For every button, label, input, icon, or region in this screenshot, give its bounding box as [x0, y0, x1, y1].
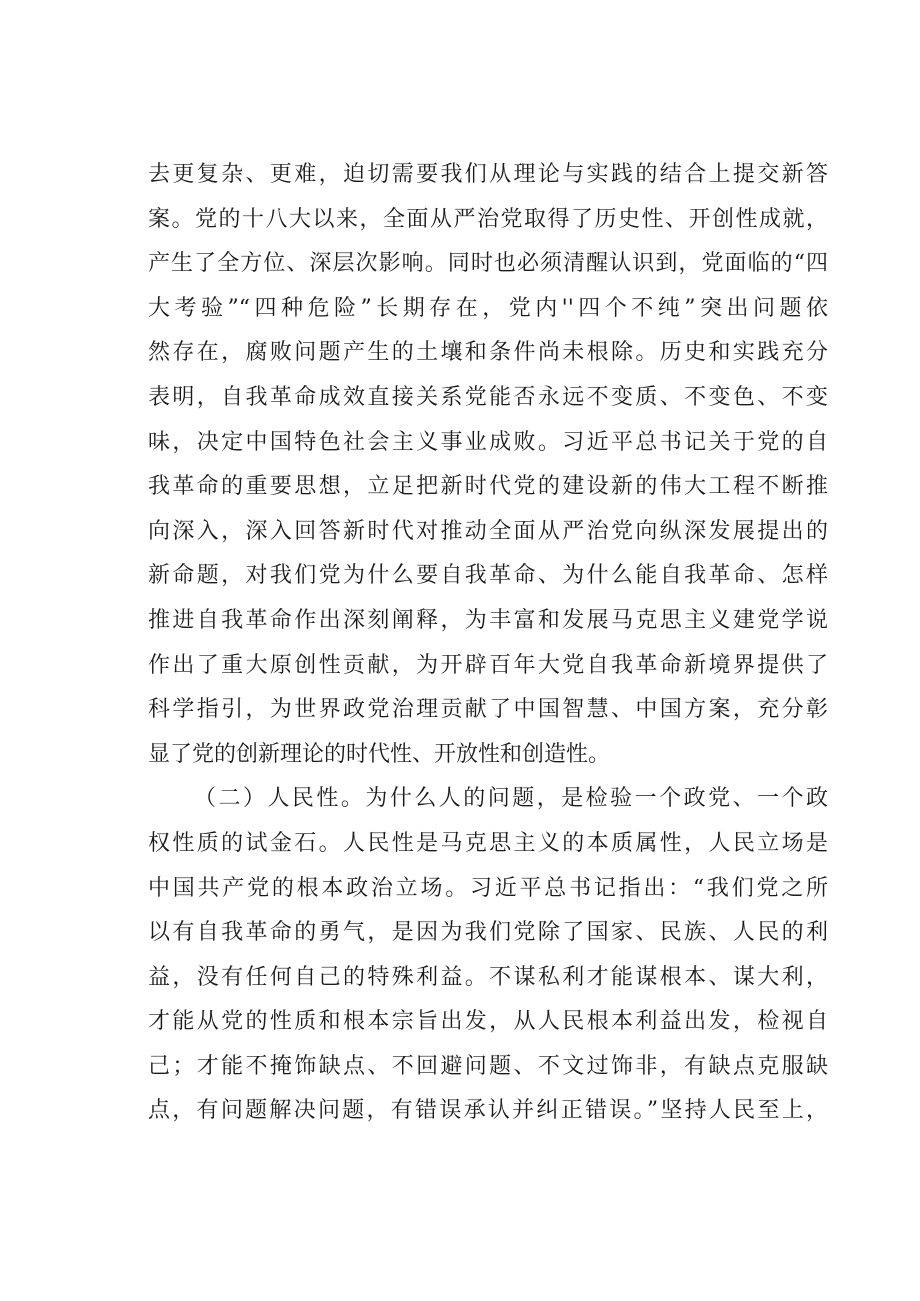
text-line: 然存在，腐败问题产生的土壤和条件尚未根除。历史和实践充分	[148, 340, 828, 366]
text-line: 益，没有任何自己的特殊利益。不谋私利才能谋根本、谋大利，	[148, 964, 828, 990]
text-line: 权性质的试金石。人民性是马克思主义的本质属性，人民立场是	[148, 830, 828, 856]
section-heading-line: （二）人民性。为什么人的问题，是检验一个政党、一个政	[194, 786, 828, 812]
text-line: 产生了全方位、深层次影响。同时也必须清醒认识到，党面临的“四	[148, 251, 828, 277]
text-line: 我革命的重要思想，立足把新时代党的建设新的伟大工程不断推	[148, 474, 828, 500]
text-line: 味，决定中国特色社会主义事业成败。习近平总书记关于党的自	[148, 429, 828, 455]
text-line: 去更复杂、更难，迫切需要我们从理论与实践的结合上提交新答	[148, 162, 828, 187]
text-line: 新命题，对我们党为什么要自我革命、为什么能自我革命、怎样	[148, 563, 828, 589]
text-line: 以有自我革命的勇气，是因为我们党除了国家、民族、人民的利	[148, 920, 828, 946]
text-line: 点，有问题解决问题，有错误承认并纠正错误。”坚持人民至上，	[148, 1098, 828, 1124]
text-line: 大考验”“四种危险”长期存在，党内''四个不纯”突出问题依	[148, 295, 828, 321]
text-line: 才能从党的性质和根本宗旨出发，从人民根本利益出发，检视自	[148, 1009, 828, 1035]
text-line: 向深入，深入回答新时代对推动全面从严治党向纵深发展提出的	[148, 518, 828, 544]
text-line: 作出了重大原创性贡献，为开辟百年大党自我革命新境界提供了	[148, 652, 828, 678]
text-line: 案。党的十八大以来，全面从严治党取得了历史性、开创性成就，	[148, 206, 828, 232]
text-line: 推进自我革命作出深刻阐释，为丰富和发展马克思主义建党学说	[148, 607, 828, 633]
text-line: 中国共产党的根本政治立场。习近平总书记指出：“我们党之所	[148, 875, 828, 901]
text-line: 科学指引，为世界政党治理贡献了中国智慧、中国方案，充分彰	[148, 697, 828, 723]
body-text	[148, 153, 828, 1134]
paragraph-last-line: 显了党的创新理论的时代性、开放性和创造性。	[148, 741, 611, 767]
text-line: 表明，自我革命成效直接关系党能否永远不变质、不变色、不变	[148, 384, 828, 410]
text-line: 己；才能不掩饰缺点、不回避问题、不文过饰非，有缺点克服缺	[148, 1053, 828, 1079]
